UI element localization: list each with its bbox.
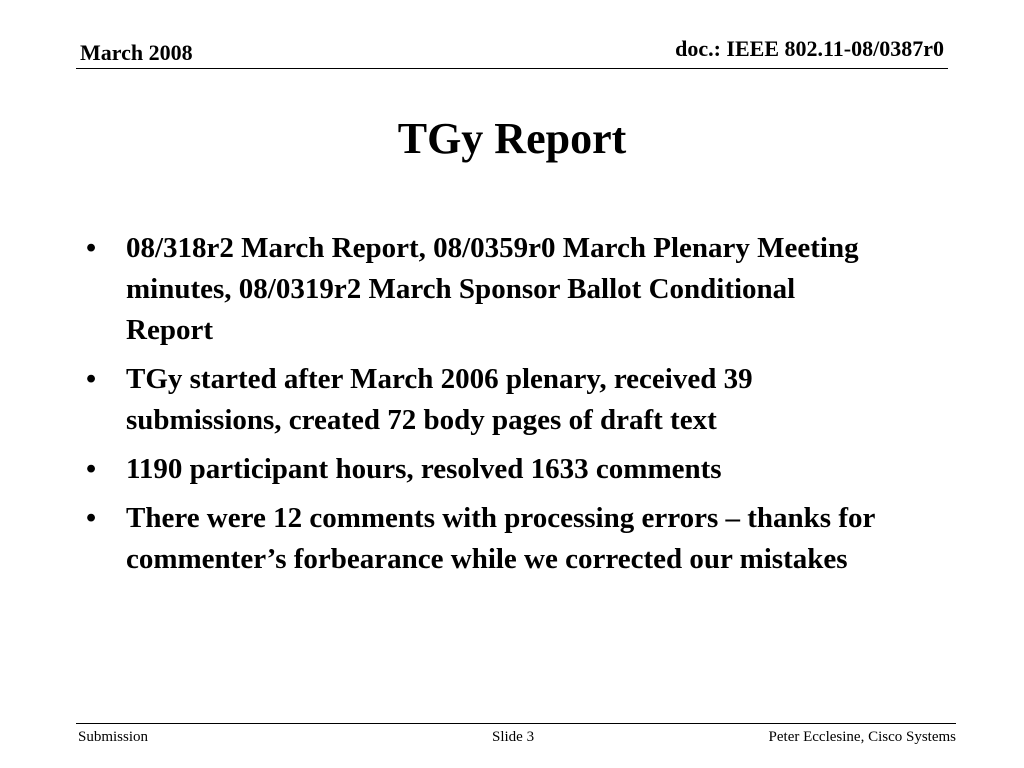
- footer-submission: Submission: [78, 729, 149, 745]
- slide-title: TGy Report: [397, 114, 627, 163]
- header-date: March 2008: [80, 40, 193, 65]
- bullet-text: TGy started after March 2006 plenary, received 39 submissions, created 72 body pages of draft text: [126, 363, 753, 436]
- footer-author: Peter Ecclesine, Cisco Systems: [768, 729, 956, 745]
- bullet-item: [84, 228, 884, 351]
- bullet-text: 1190 participant hours, resolved 1633 comments: [126, 453, 722, 485]
- header-document-id: doc.: IEEE 802.11-08/0387r0: [675, 36, 944, 61]
- bullet-list: [84, 228, 884, 588]
- bullet-item: [84, 449, 884, 490]
- bullet-item: [84, 498, 884, 580]
- bullet-item: [84, 359, 884, 441]
- bullet-text: 08/318r2 March Report, 08/0359r0 March Plenary Meeting minutes, 08/0319r2 March Sponsor Ballot Conditional Report: [126, 232, 859, 346]
- bullet-marker: •: [86, 232, 97, 264]
- header-divider: [76, 68, 948, 69]
- footer-divider: [76, 723, 956, 724]
- footer-slide-number: Slide 3: [492, 729, 535, 745]
- bullet-marker: •: [86, 363, 97, 395]
- bullet-marker: •: [86, 502, 97, 534]
- bullet-text: There were 12 comments with processing errors – thanks for commenter’s forbearance while we corrected our mistakes: [126, 502, 875, 575]
- bullet-marker: •: [86, 453, 97, 485]
